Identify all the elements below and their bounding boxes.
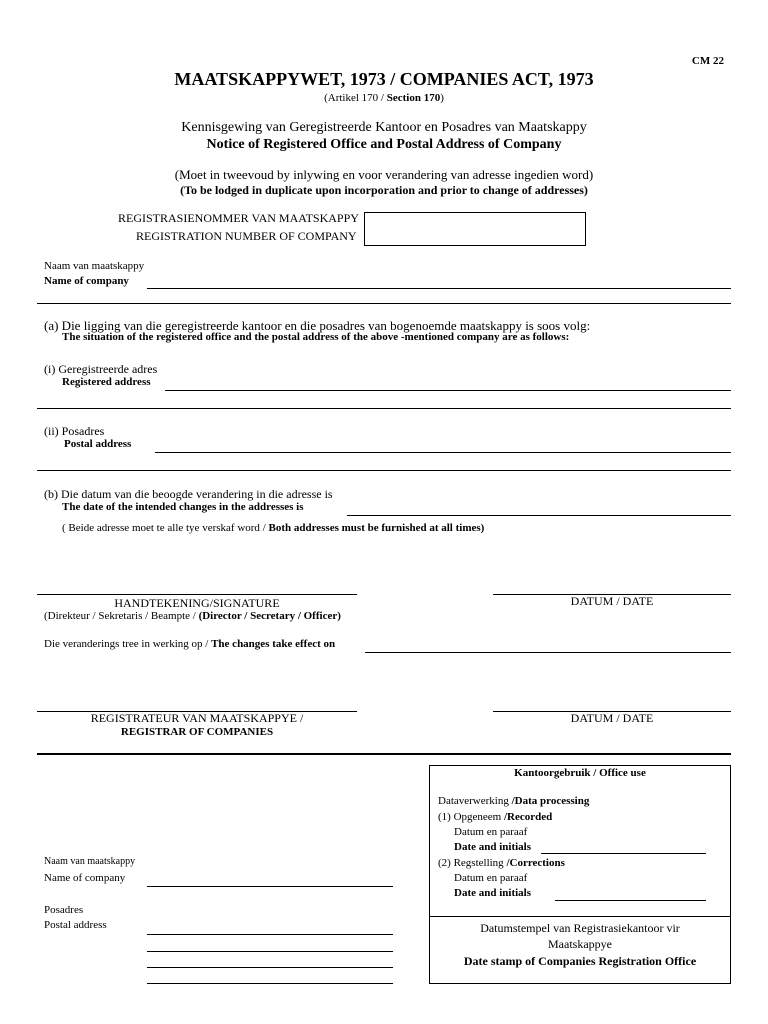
postal-address-label-af: (ii) Posadres	[44, 424, 105, 438]
notice-title-en: Notice of Registered Office and Postal Address of Company	[206, 137, 562, 152]
changes-effect-en: The changes take effect on	[211, 638, 336, 650]
changes-effect-field[interactable]	[365, 652, 731, 653]
both-addresses-en: Both addresses must be furnished at all times)	[268, 522, 485, 534]
date-initials-af-2: Datum en paraaf	[454, 872, 528, 884]
both-addresses-note	[62, 522, 484, 534]
article-reference	[0, 92, 768, 104]
signature-field[interactable]	[37, 594, 357, 595]
reg-number-label-af: REGISTRASIENOMMER VAN MAATSKAPPY	[118, 211, 359, 225]
footer-postal-address-field-2[interactable]	[147, 951, 393, 952]
data-processing-af: Dataverwerking	[438, 795, 512, 807]
section-b-label-en: The date of the intended changes in the addresses is	[62, 501, 304, 513]
page-title: MAATSKAPPYWET, 1973 / COMPANIES ACT, 1973	[174, 69, 594, 89]
section-b-label-af: (b) Die datum van die beoogde verandering in die adresse is	[44, 487, 333, 501]
office-use-divider	[429, 916, 731, 917]
company-name-field-line2[interactable]	[37, 303, 731, 304]
changes-effect-af: Die veranderings tree in werking op /	[44, 638, 212, 650]
date-stamp-label-en: Date stamp of Companies Registration Office	[463, 954, 697, 968]
registrar-date-label: DATUM / DATE	[570, 711, 654, 725]
data-processing-label	[438, 795, 589, 807]
footer-postal-label-en: Postal address	[44, 919, 107, 931]
change-date-field[interactable]	[347, 515, 731, 516]
recorded-initials-field[interactable]	[541, 853, 706, 854]
notice-title-af: Kennisgewing van Geregistreerde Kantoor en Posadres van Maatskappy	[181, 120, 587, 135]
reg-number-field[interactable]	[364, 212, 586, 246]
corrections-initials-field[interactable]	[555, 900, 706, 901]
recorded-en: /Recorded	[503, 811, 553, 823]
postal-address-field-line2[interactable]	[37, 470, 731, 471]
office-use-title: Kantoorgebruik / Office use	[514, 767, 646, 779]
recorded-af: (1) Opgeneem	[438, 811, 504, 823]
registered-address-label-en: Registered address	[62, 376, 151, 388]
registered-address-field[interactable]	[165, 390, 731, 391]
company-name-label-en: Name of company	[44, 275, 129, 287]
lodging-note-af: (Moet in tweevoud by inlywing en voor verandering van adresse ingedien word)	[174, 167, 594, 182]
registrar-label-en: REGISTRAR OF COMPANIES	[120, 726, 274, 738]
reg-number-label-en: REGISTRATION NUMBER OF COMPANY	[136, 229, 357, 243]
article-af: (Artikel 170 /	[324, 92, 387, 104]
footer-postal-address-field-1[interactable]	[147, 934, 393, 935]
article-en: Section 170	[386, 92, 441, 104]
article-close: )	[440, 92, 444, 104]
signature-label: HANDTEKENING/SIGNATURE	[114, 596, 280, 610]
corrections-en: /Corrections	[506, 857, 565, 869]
section-divider	[37, 753, 731, 755]
registered-address-label-af: (i) Geregistreerde adres	[44, 362, 158, 376]
both-addresses-af: ( Beide adresse moet te alle tye verskaf word /	[62, 522, 269, 534]
footer-company-name-field[interactable]	[147, 886, 393, 887]
signature-date-label: DATUM / DATE	[570, 594, 654, 608]
postal-address-label-en: Postal address	[64, 438, 132, 450]
signature-role	[44, 610, 341, 622]
date-stamp-label-af: Datumstempel van Registrasiekantoor vir Maatskappye	[480, 921, 680, 951]
footer-postal-address-field-4[interactable]	[147, 983, 393, 984]
signature-role-en: (Director / Secretary / Officer)	[198, 610, 341, 622]
recorded-label	[438, 811, 552, 823]
footer-name-label-af: Naam van maatskappy	[44, 856, 136, 867]
data-processing-en: /Data processing	[511, 795, 590, 807]
changes-effect-label	[44, 638, 335, 650]
postal-address-field[interactable]	[155, 452, 731, 453]
footer-postal-address-field-3[interactable]	[147, 967, 393, 968]
registered-address-field-line2[interactable]	[37, 408, 731, 409]
section-a-label-af: (a) Die ligging van die geregistreerde kantoor en die posadres van bogenoemde maatskappy is soos volg:	[44, 318, 591, 333]
registrar-label-af: REGISTRATEUR VAN MAATSKAPPYE /	[90, 711, 304, 725]
signature-role-af: (Direkteur / Sekretaris / Beampte /	[44, 610, 199, 622]
footer-name-label-en: Name of company	[44, 872, 126, 884]
date-initials-en-2: Date and initials	[454, 887, 532, 899]
footer-postal-label-af: Posadres	[44, 904, 84, 916]
section-a-label-en: The situation of the registered office and the postal address of the above -mentioned company are as follows:	[62, 331, 570, 343]
date-initials-af-1: Datum en paraaf	[454, 826, 528, 838]
lodging-note-en: (To be lodged in duplicate upon incorporation and prior to change of addresses)	[180, 183, 588, 197]
date-initials-en-1: Date and initials	[454, 841, 532, 853]
corrections-label	[438, 857, 565, 869]
form-code: CM 22	[691, 55, 724, 67]
company-name-label-af: Naam van maatskappy	[44, 260, 145, 272]
company-name-field[interactable]	[147, 288, 731, 289]
corrections-af: (2) Regstelling	[438, 857, 507, 869]
